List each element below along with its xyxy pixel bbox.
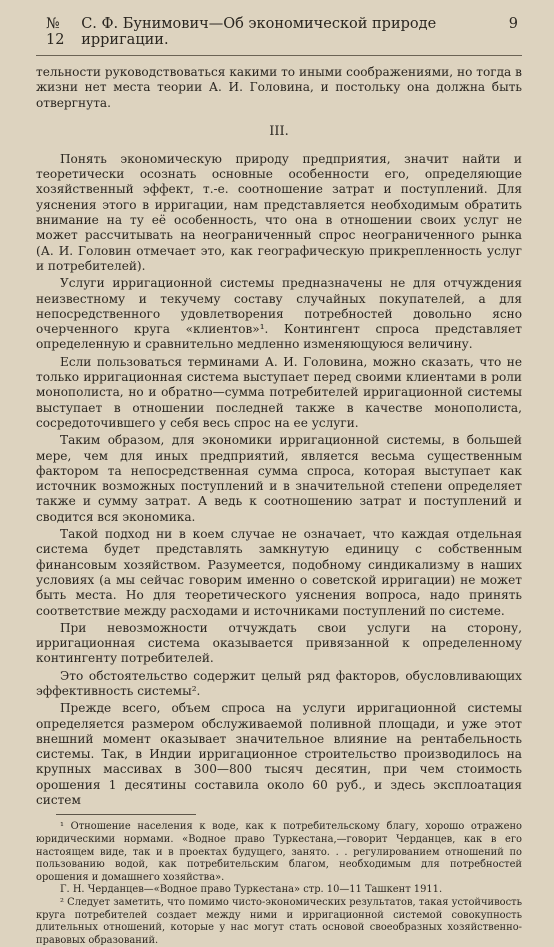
page-number: 9 — [508, 16, 518, 32]
running-title: С. Ф. Бунимович—Об экономической природе ирригации. — [81, 16, 437, 48]
section-heading: III. — [269, 123, 289, 139]
paragraph: Это обстоятельство содержит целый ряд факторов, обусловливающих эффективность системы². — [36, 668, 522, 698]
paragraph: Таким образом, для экономики ирригационной системы, в большей мере, чем для иных предприятий, является весьма существенным фактором та непосредственная сумма спроса, которая выступает как источник возможных поступлений и в значительной степени определяет также и сумму затрат. А ведь к соотношению затрат и поступлений и сводится вся экономика. — [36, 433, 522, 524]
footnote: ² Следует заметить, что помимо чисто-экономических результатов, такая устойчивость круга потребителей создает между ними и ирригационной системой совокупность длительных отношений, которые у нас могут стать основой своеобразных хозяйственно-правовых образований. — [36, 896, 522, 946]
footnote: ¹ Отношение населения к воде, как к потребительскому благу, хорошо отражено юридическими нормами. «Водное право Туркестана,—говорит Черданцев, как в его настоящем виде, так и в проектах будущего, занято. . . регулированием отношений по пользованию водой, как потребительским благом, необходимым для потребностей орошения и домашнего хозяйства». — [36, 821, 522, 883]
paragraph: Услуги ирригационной системы предназначены не для отчуждения неизвестному и текучему составу случайных покупателей, а для непосредственного удовлетворения потребностей довольно ясно очерченного круга «клиентов»¹. Контингент спроса представляет определенную и сравнительно медленно изменяющуюся величину. — [36, 276, 522, 352]
paragraph: Такой подход ни в коем случае не означает, что каждая отдельная система будет представлять замкнутую единицу с собственным финансовым хозяйством. Разумеется, подобному синдикализму в наших условиях (а мы сейчас говорим именно о советской ирригации) не может быть места. Но для теоретического уяснения вопроса, надо принять соответствие между расходами и источниками поступлений по системе. — [36, 527, 522, 618]
footnote-divider — [56, 814, 196, 815]
running-header — [36, 16, 522, 56]
paragraph-continuation: тельности руководствоваться какими то иными соображениями, но тогда в жизни нет места теории А. И. Головина, и постольку она должна быть отвергнута. — [36, 65, 522, 110]
paragraph: Понять экономическую природу предприятия, значит найти и теоретически осознать основные особенности его, определяющие хозяйственный эффект, т.-е. соотношение затрат и поступлений. Для уяснения этого в ирригации, нам представляется необходимым обратить внимание на ту её особенность, что она в отношении своих услуг не может рассчитывать на неограниченный спрос неограниченного рынка (А. И. Головин отмечает это, как географическую прикрепленность услуг и потребителей). — [36, 151, 522, 273]
issue-number: № 12 — [46, 16, 65, 48]
footnotes — [36, 821, 522, 947]
paragraph: Если пользоваться терминами А. И. Головина, можно сказать, что не только ирригационная система выступает перед своими клиентами в роли монополиста, но и обратно—сумма потребителей ирригационной системы выступает в отношении последней также в качестве монополиста, сосредоточившего у себя весь спрос на ее услуги. — [36, 354, 522, 430]
paragraph: Прежде всего, объем спроса на услуги ирригационной системы определяется размером обслуживаемой поливной площади, и уже этот внешний момент оказывает значительное влияние на рентабельность системы. Так, в Индии ирригационное строительство производилось на крупных массивах в 300—800 тысяч десятин, при чем стоимость орошения 1 десятины составила около 60 руб., и здесь эксплоатация систем — [36, 701, 522, 808]
paragraph: При невозможности отчуждать свои услуги на сторону, ирригационная система оказывается привязанной к определенному контингенту потребителей. — [36, 620, 522, 666]
article-body — [36, 65, 522, 808]
footnote-citation: Г. Н. Черданцев—«Водное право Туркестана» стр. 10—11 Ташкент 1911. — [60, 884, 443, 896]
